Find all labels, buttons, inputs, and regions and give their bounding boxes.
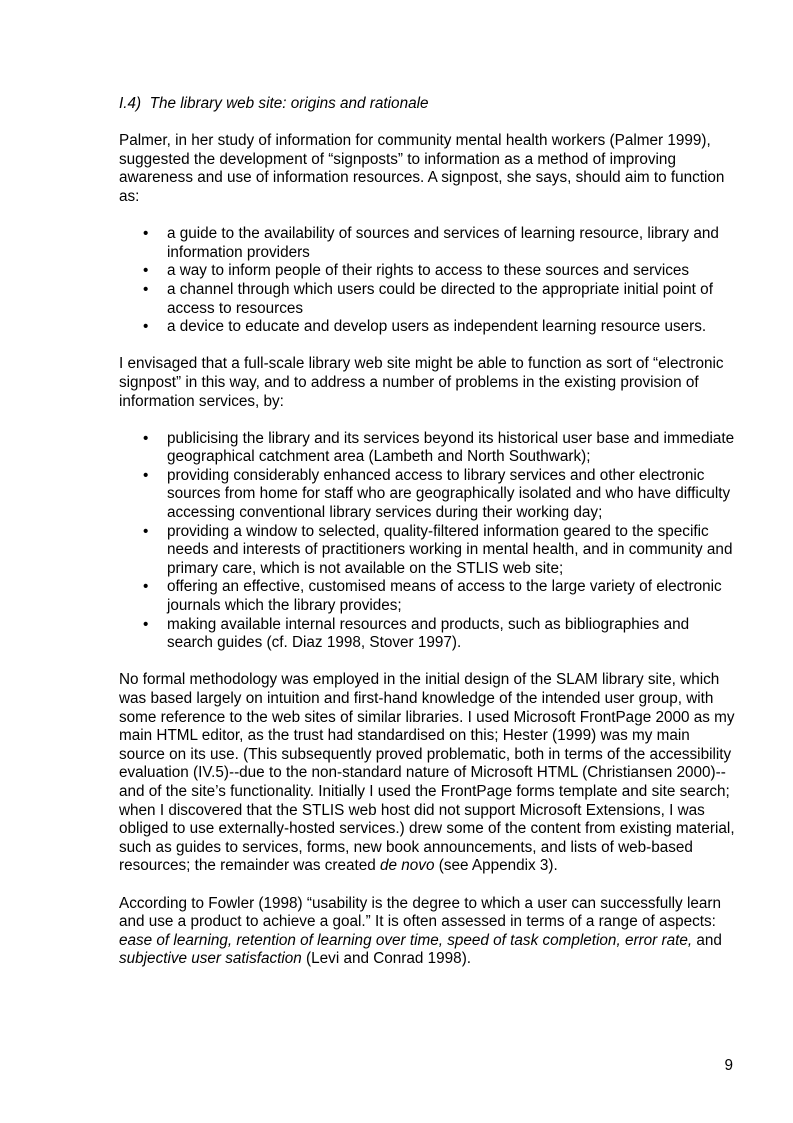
list-item [119, 318, 739, 337]
bullet-icon: • [143, 262, 149, 280]
list-item-text: providing considerably enhanced access to library services and other electronic sources from home for staff who are geographically isolated and who have difficulty accessing conventional library services during their working day; [167, 466, 731, 522]
problems-list [119, 430, 739, 653]
list-item-text: a channel through which users could be directed to the appropriate initial point of access to resources [167, 280, 713, 317]
list-item [119, 467, 739, 523]
bullet-icon: • [143, 615, 149, 633]
list-item [119, 578, 739, 615]
list-item-text: a guide to the availability of sources and services of learning resource, library and information providers [167, 225, 719, 261]
usability-aspects: ease of learning, retention of learning over time, speed of task completion, error rate, [119, 931, 693, 949]
list-item-text: offering an effective, customised means of access to the large variety of electronic journals which the library provides; [167, 578, 722, 615]
emphasis-text: de novo [380, 857, 435, 875]
methodology-tail: (see Appendix 3). [434, 857, 558, 875]
methodology-paragraph [119, 671, 739, 876]
methodology-text: No formal methodology was employed in the initial design of the SLAM library site, which was based largely on intuition and first-hand knowledge of the intended user group, with some reference to the web sites of similar libraries. I used Microsoft FrontPage 2000 as my main HTML editor, as the trust had standardised on this; Hester (1999) was my main source on its use. (This subsequently proved problematic, both in terms of the accessibility evaluation (IV.5)--due to the non-standard nature of Microsoft HTML (Christiansen 2000)--and of the site’s functionality. Initially I used the FrontPage forms template and site search; when I discovered that the STLIS web host did not support Microsoft Extensions, I was obliged to use externally-hosted services.) drew some of the content from existing material, such as guides to services, forms, new book announcements, and lists of web-based resources; the remainder was created [119, 671, 735, 875]
document-page [119, 95, 739, 988]
bullet-icon: • [143, 466, 149, 484]
list-item [119, 281, 739, 318]
bullet-icon: • [143, 318, 149, 336]
usability-paragraph [119, 895, 739, 969]
usability-text: According to Fowler (1998) “usability is the degree to which a user can successfully learn and use a product to achieve a goal.” It is often assessed in terms of a range of aspects: [119, 894, 721, 931]
bullet-icon: • [143, 280, 149, 298]
bullet-icon: • [143, 429, 149, 447]
bullet-icon: • [143, 578, 149, 596]
page-number: 9 [724, 1057, 733, 1074]
list-item [119, 616, 739, 653]
usability-connector: and [692, 931, 722, 949]
usability-final-aspect: subjective user satisfaction [119, 950, 302, 968]
list-item-text: a way to inform people of their rights to access to these sources and services [167, 262, 690, 280]
intro-paragraph: Palmer, in her study of information for community mental health workers (Palmer 1999), suggested the development of “signposts” to information as a method of improving awareness and use of information resources. A signpost, she says, should aim to function as: [119, 132, 725, 205]
list-item [119, 523, 739, 579]
signpost-function-list [119, 225, 739, 337]
bullet-icon: • [143, 225, 149, 243]
list-item-text: providing a window to selected, quality-filtered information geared to the specific needs and interests of practitioners working in mental health, and in community and primary care, which is not available on the STLIS web site; [167, 522, 733, 577]
list-item-text: publicising the library and its services beyond its historical user base and immediate geographical catchment area (Lambeth and North Southwark); [167, 429, 735, 466]
list-item [119, 225, 739, 262]
list-item [119, 262, 739, 281]
usability-tail: (Levi and Conrad 1998). [301, 950, 472, 968]
section-heading: I.4) The library web site: origins and rationale [119, 95, 429, 112]
list-item-text: making available internal resources and products, such as bibliographies and search guides (cf. Diaz 1998, Stover 1997). [167, 615, 690, 652]
bullet-icon: • [143, 522, 149, 540]
list-item [119, 430, 739, 467]
envisaged-paragraph: I envisaged that a full-scale library web site might be able to function as sort of “electronic signpost” in this way, and to address a number of problems in the existing provision of information services, by: [119, 355, 724, 410]
list-item-text: a device to educate and develop users as independent learning resource users. [167, 318, 707, 336]
